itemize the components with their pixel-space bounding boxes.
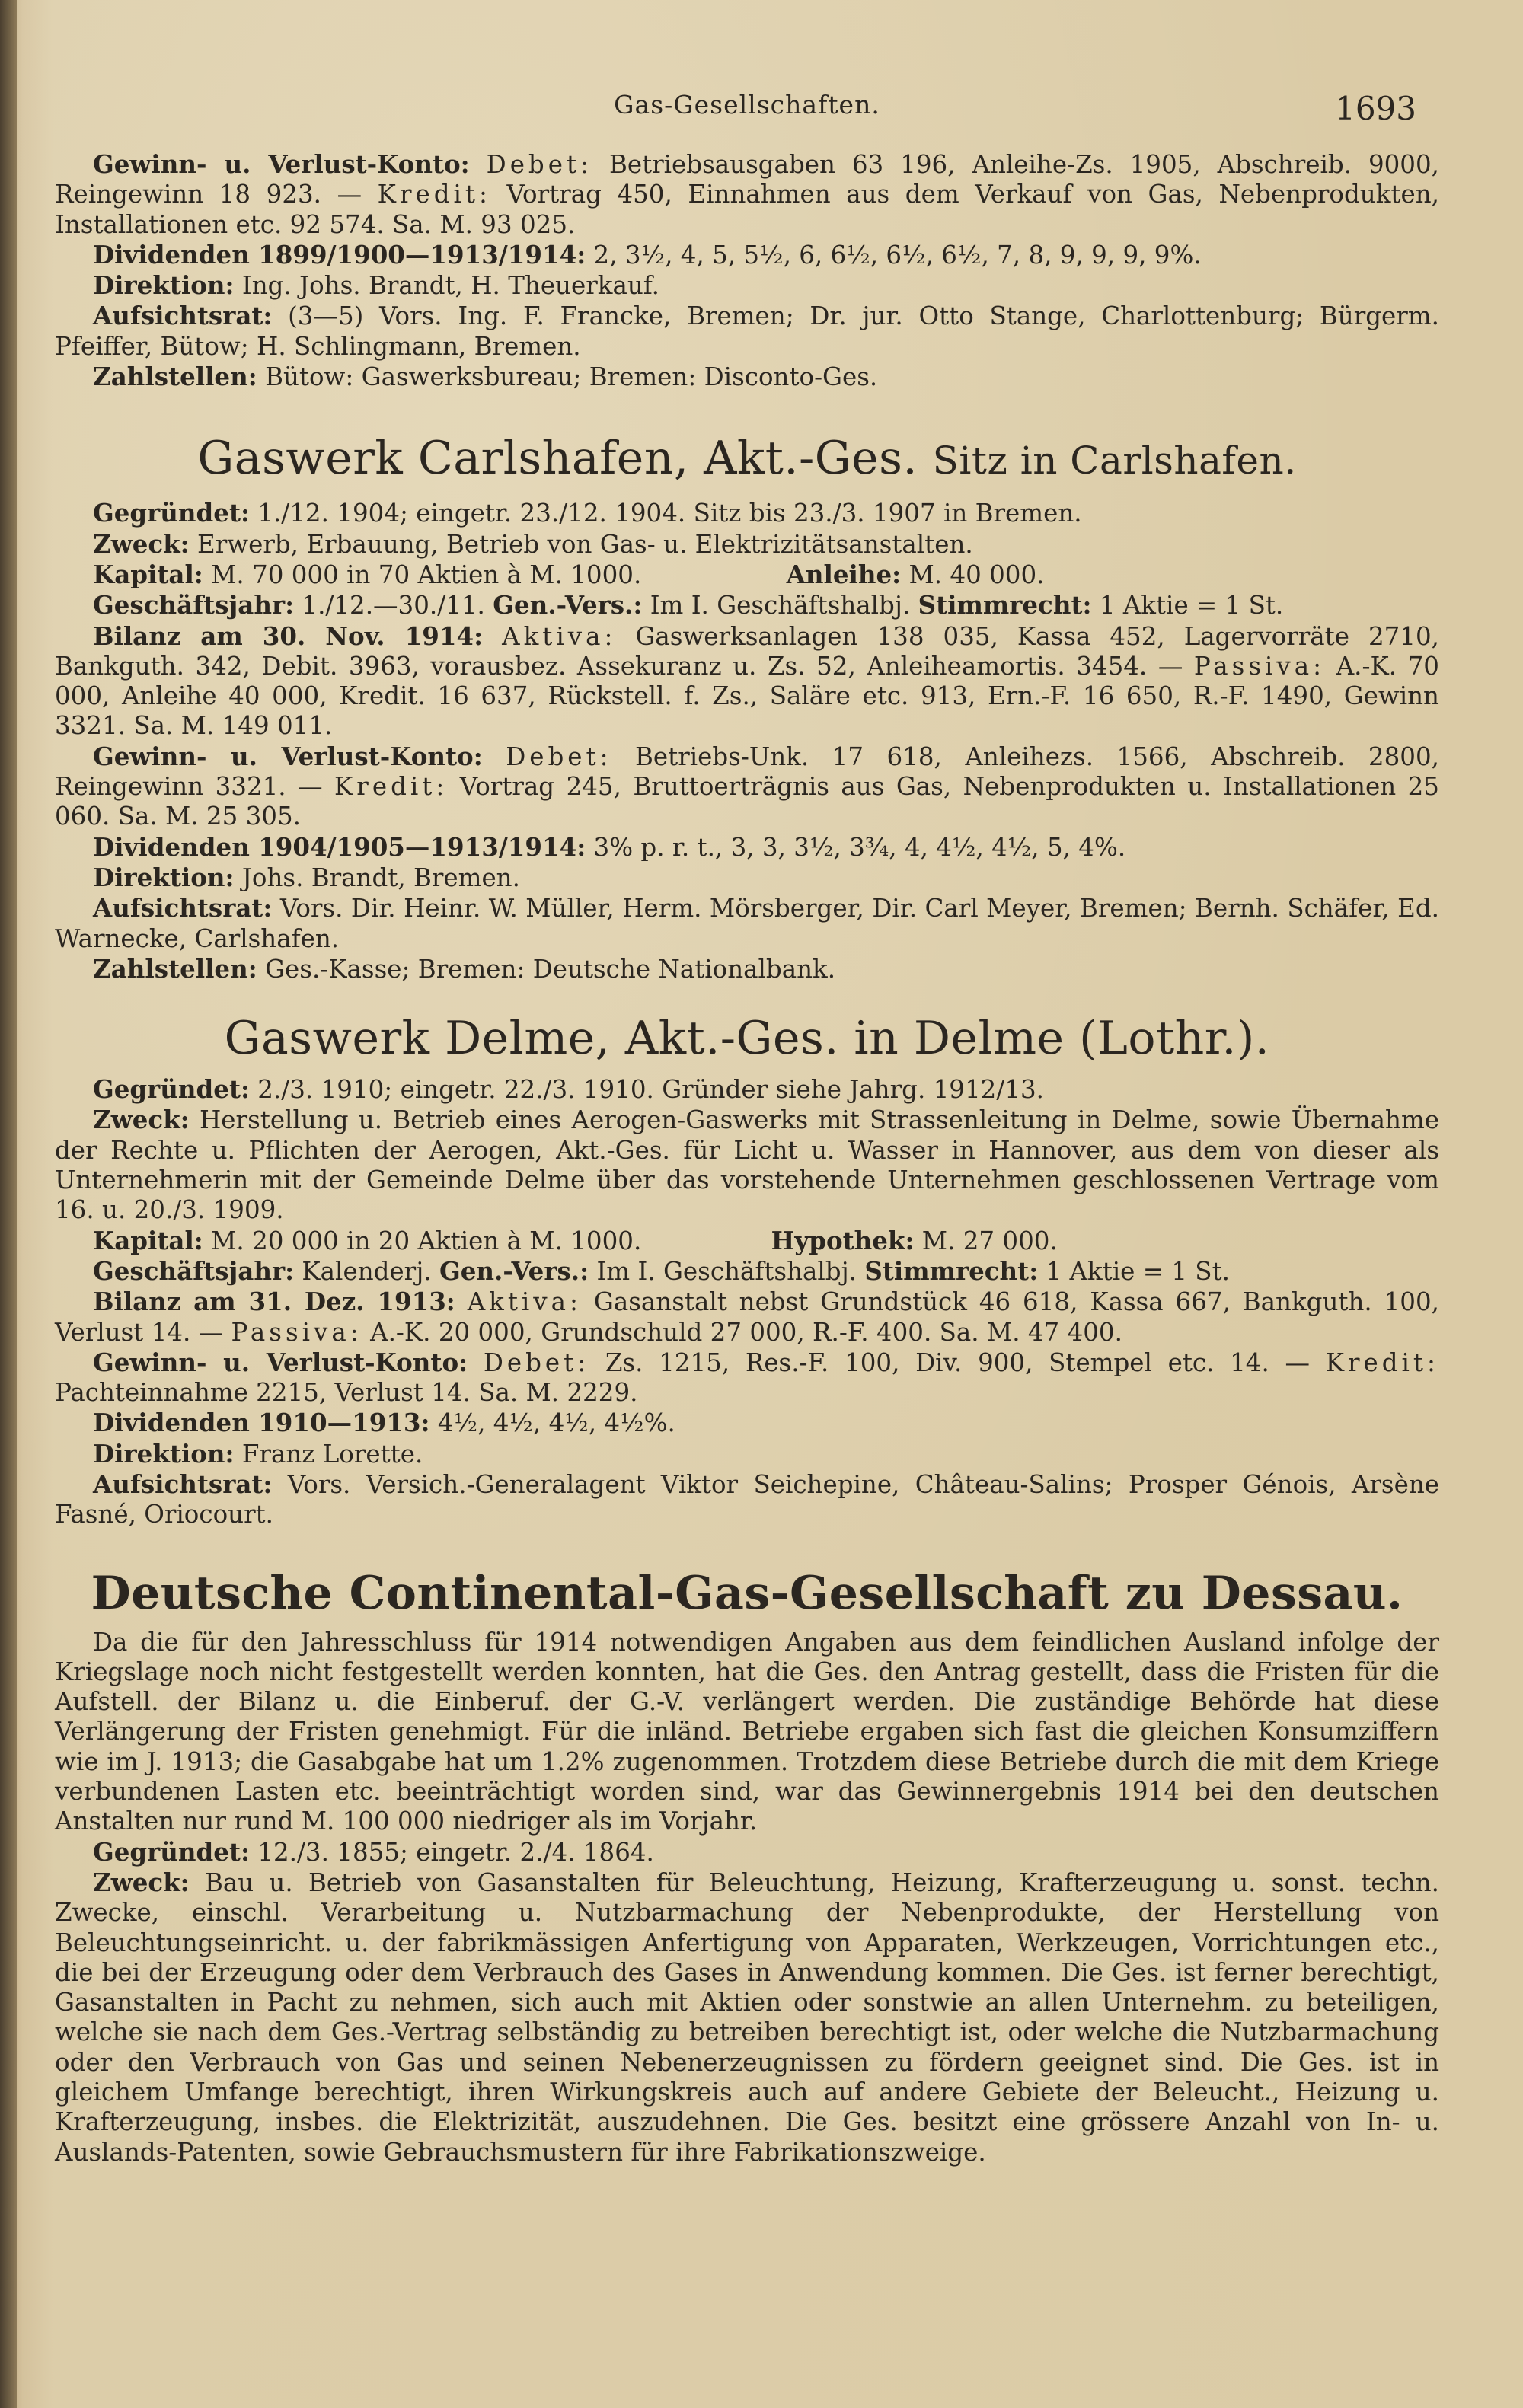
zweck-paragraph: Zweck: Erwerb, Erbauung, Betrieb von Gas- u. Elektrizitätsanstalten. [93,528,973,559]
entry-delme [55,1074,1439,1529]
dividenden-paragraph: Dividenden 1904/1905—1913/1914: 3% p. r. t., 3, 3, 3½, 3¾, 4, 4½, 4½, 5, 4%. [93,831,1126,862]
page-header [55,90,1439,136]
gegruendet-paragraph: Gegründet: 12./3. 1855; eingetr. 2./4. 1864. [93,1836,654,1867]
gegruendet-paragraph: Gegründet: 1./12. 1904; eingetr. 23./12. 1904. Sitz bis 23./3. 1907 in Bremen. [93,498,1082,528]
direktion-paragraph: Direktion: Franz Lorette. [93,1438,423,1469]
zahlstellen-paragraph: Zahlstellen: Ges.-Kasse; Bremen: Deutsche Nationalbank. [93,953,836,984]
dividenden-paragraph: Dividenden 1910—1913: 4½, 4½, 4½, 4½%. [93,1408,675,1438]
direktion-paragraph: Direktion: Johs. Brandt, Bremen. [93,862,520,892]
bilanz-paragraph: Bilanz am 30. Nov. 1914: Aktiva: Gaswerksanlagen 138 035, Kassa 452, Lagervorräte 2710, Bankguth. 342, Debit. 3963, vorausbez. Assekuranz u. Zs. 52, Anleiheamortis. 3454. — Passiva: A.-K. 70 000, Anleihe 40 000, Kredit. 16 637, Rückstell. f. Zs., Saläre etc. 913, Ern.-F. 16 650, R.-F. 1490, Gewinn 3321. Sa. M. 149 011. [55,620,1439,741]
page-number: 1693 [1335,90,1416,127]
direktion-paragraph: Direktion: Ing. Johs. Brandt, H. Theuerkauf. [93,270,659,301]
zahlstellen-paragraph: Zahlstellen: Bütow: Gaswerksbureau; Bremen: Disconto-Ges. [93,362,878,392]
zweck-paragraph: Zweck: Herstellung u. Betrieb eines Aerogen-Gaswerks mit Strassenleitung in Delme, sowie Übernahme der Rechte u. Pflichten der Aerogen, Akt.-Ges. für Licht u. Wasser in Hannover, aus dem von dieser als Unternehmerin mit der Gemeinde Delme über das vorstehende Unternehmen geschlossenen Vertrage vom 16. u. 20./3. 1909. [55,1105,1439,1225]
company-title-carlshafen: Gaswerk Carlshafen, Akt.-Ges. Sitz in Carlshafen. [197,432,1297,486]
kapital-paragraph: Kapital: M. 70 000 in 70 Aktien à M. 1000. Anleihe: M. 40 000. [93,559,1045,589]
running-title: Gas-Gesellschaften. [614,90,880,120]
gegruendet-paragraph: Gegründet: 2./3. 1910; eingetr. 22./3. 1910. Gründer siehe Jahrg. 1912/13. [93,1074,1044,1105]
guv-paragraph: Gewinn- u. Verlust-Konto: Debet: Zs. 1215, Res.-F. 100, Div. 900, Stempel etc. 14. — Kredit: Pachteinnahme 2215, Verlust 14. Sa. M. 2229. [55,1347,1439,1408]
aufsichtsrat-paragraph: Aufsichtsrat: Vors. Dir. Heinr. W. Müller, Herm. Mörsberger, Dir. Carl Meyer, Bremen; Bernh. Schäfer, Ed. Warnecke, Carlshafen. [55,893,1439,953]
guv-paragraph: Gewinn- u. Verlust-Konto: Debet: Betriebsausgaben 63 196, Anleihe-Zs. 1905, Abschreib. 9000, Reingewinn 18 923. — Kredit: Vortrag 450, Einnahmen aus dem Verkauf von Gas, Nebenprodukten, Installationen etc. 92 574. Sa. M. 93 025. [55,149,1439,239]
intro-paragraph: Da die für den Jahresschluss für 1914 notwendigen Angaben aus dem feindlichen Ausland infolge der Kriegslage noch nicht festgestellt werden konnten, hat die Ges. den Antrag gestellt, dass die Fristen für die Aufstell. der Bilanz u. die Einberuf. der G.-V. verlängert werden. Die zuständige Behörde hat diese Verlängerung der Fristen genehmigt. Für die inländ. Betriebe ergaben sich fast die gleichen Konsumziffern wie im J. 1913; die Gasabgabe hat um 1.2% zugenommen. Trotzdem diese Betriebe durch die mit dem Kriege verbundenen Lasten etc. beeinträchtigt worden sind, war das Gewinnergebnis 1914 bei den deutschen Anstalten nur rund M. 100 000 niedriger als im Vorjahr. [55,1627,1439,1836]
guv-paragraph: Gewinn- u. Verlust-Konto: Debet: Betriebs-Unk. 17 618, Anleihezs. 1566, Abschreib. 2800, Reingewinn 3321. — Kredit: Vortrag 245, Bruttoerträgnis aus Gas, Nebenprodukten u. Installationen 25 060. Sa. M. 25 305. [55,741,1439,831]
entry-previous-company [55,149,1439,392]
geschaeftsjahr-paragraph: Geschäftsjahr: Kalenderj. Gen.-Vers.: Im I. Geschäftshalbj. Stimmrecht: 1 Aktie = 1 St. [93,1255,1230,1286]
aufsichtsrat-paragraph: Aufsichtsrat: Vors. Versich.-Generalagent Viktor Seichepine, Château-Salins; Prosper Génois, Arsène Fasné, Oriocourt. [55,1469,1439,1529]
entry-continental-gas [55,1628,1439,2167]
entry-carlshafen [55,498,1439,984]
bilanz-paragraph: Bilanz am 31. Dez. 1913: Aktiva: Gasanstalt nebst Grundstück 46 618, Kassa 667, Bankguth. 100, Verlust 14. — Passiva: A.-K. 20 000, Grundschuld 27 000, R.-F. 400. Sa. M. 47 400. [55,1287,1439,1347]
dividenden-paragraph: Dividenden 1899/1900—1913/1914: 2, 3½, 4, 5, 5½, 6, 6½, 6½, 6½, 7, 8, 9, 9, 9, 9%. [93,239,1202,270]
aufsichtsrat-paragraph: Aufsichtsrat: (3—5) Vors. Ing. F. Francke, Bremen; Dr. jur. Otto Stange, Charlottenburg; Bürgerm. Pfeiffer, Bütow; H. Schlingmann, Bremen. [55,301,1439,361]
zweck-paragraph: Zweck: Bau u. Betrieb von Gasanstalten für Beleuchtung, Heizung, Krafterzeugung u. sonst. techn. Zwecke, einschl. Verarbeitung u. Nutzbarmachung der Nebenprodukte, der Herstellung von Beleuchtungseinricht. u. der fabrikmässigen Anfertigung von Apparaten, Werkzeugen, Vorrichtungen etc., die bei der Erzeugung oder dem Verbrauch des Gases in Anwendung kommen. Die Ges. ist ferner berechtigt, Gasanstalten in Pacht zu nehmen, sich auch mit Aktien oder sonstwie an allen Unternehm. zu beteiligen, welche sie nach dem Ges.-Vertrag selbständig zu betreiben berechtigt ist, oder welche die Nutzbarmachung oder den Verbrauch von Gas und seinen Nebenerzeugnissen zu fördern geeignet sind. Die Ges. ist in gleichem Umfange berechtigt, ihren Wirkungskreis auch auf andere Gebiete der Beleucht., Heizung u. Krafterzeugung, insbes. die Elektrizität, auszudehnen. Die Ges. besitzt eine grössere Anzahl von In- u. Auslands-Patenten, sowie Gebrauchsmustern für ihre Fabrikationszweige. [55,1867,1439,2167]
geschaeftsjahr-paragraph: Geschäftsjahr: 1./12.—30./11. Gen.-Vers.: Im I. Geschäftshalbj. Stimmrecht: 1 Aktie = 1 St. [93,590,1284,620]
kapital-paragraph: Kapital: M. 20 000 in 20 Aktien à M. 1000. Hypothek: M. 27 000. [93,1225,1058,1255]
company-title-continental-gas: Deutsche Continental-Gas-Gesellschaft zu Dessau. [91,1566,1403,1620]
page-content [55,149,1439,2167]
company-title-delme: Gaswerk Delme, Akt.-Ges. in Delme (Lothr.). [224,1012,1270,1066]
page-binding-edge [0,0,17,2408]
